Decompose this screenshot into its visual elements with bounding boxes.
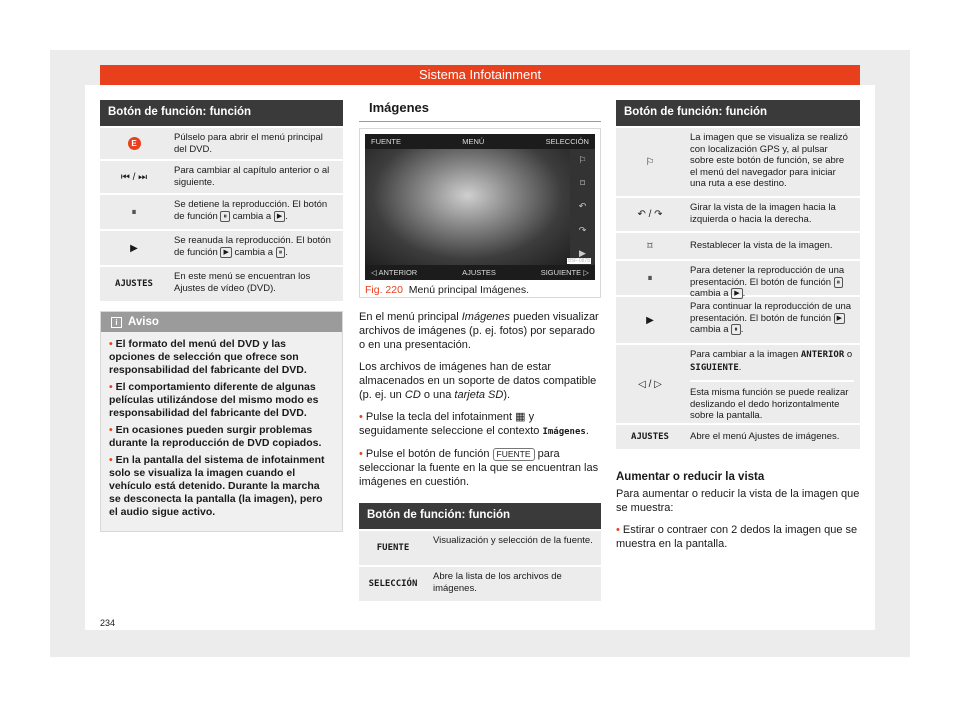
pause-button-icon: ⏸ [731, 324, 741, 335]
play-icon: ▶ [579, 247, 586, 258]
table-row [616, 423, 860, 449]
anterior-softkey: ◁ ANTERIOR [371, 268, 418, 277]
bullet-step: • Estirar o contraer con 2 dedos la imagen que se muestra en la pantalla. [616, 524, 858, 550]
table-row [100, 229, 343, 265]
screen-top-bar [365, 134, 595, 149]
paragraph: En el menú principal Imágenes pueden visualizar archivos de imágenes (p. ej. fotos) por separado o en una presentación. [359, 311, 599, 351]
ajustes-softkey: AJUSTES [462, 268, 496, 277]
aviso-heading: i Aviso [101, 312, 342, 332]
pause-icon: ⏸ [131, 206, 137, 218]
aviso-item: • En la pantalla del sistema de infotainment solo se visualiza la imagen cuando el vehículo está detenido. Durante la marcha se desconecta la pantalla (la imagen), pero el audio sigue activo. [109, 454, 325, 518]
paragraph: Los archivos de imágenes han de estar almacenados en un soporte de datos compatible (p. ej. un CD o una tarjeta SD). [359, 361, 597, 401]
fuente-button: FUENTE [493, 448, 535, 461]
ajustes-key: AJUSTES [115, 279, 153, 289]
row-text: Girar la vista de la imagen hacia la izquierda o hacia la derecha. [690, 202, 836, 225]
rotate-right-icon: ↷ [578, 224, 587, 235]
rotate-left-icon: ↶ [578, 201, 587, 212]
table-row [100, 159, 343, 193]
play-button-icon: ▶ [834, 313, 845, 324]
row-text: Para continuar la reproducción de una presentación. El botón de función ▶ cambia a ⏸ . [690, 301, 852, 336]
page-number: 234 [100, 618, 116, 628]
zoom-heading: Aumentar o reducir la vista [616, 471, 765, 483]
table-row [616, 295, 860, 343]
flag-icon: ⚐ [578, 155, 587, 166]
infotainment-screen [365, 134, 595, 280]
cathedral-image [365, 149, 570, 265]
reset-view-icon: ⌑ [580, 178, 585, 189]
row-text: Se detiene la reproducción. El botón de función ⏸ cambia a ▶ . [174, 199, 328, 222]
flag-icon: ⚐ [645, 156, 655, 168]
table-row [616, 259, 860, 300]
table-row [100, 265, 343, 301]
middle-column [359, 100, 601, 601]
paragraph: Para aumentar o reducir la vista de la imagen que se muestra: [616, 488, 860, 514]
pause-button-icon: ⏸ [276, 247, 286, 258]
row-text: Púlselo para abrir el menú principal del DVD. [174, 132, 323, 155]
table-row [616, 231, 860, 259]
aviso-item: • El comportamiento diferente de algunas películas utilizándose del mismo modo es responsabilidad del fabricante del DVD. [109, 381, 319, 419]
prev-next-chapter-icon: ⏮ / ⏭ [120, 171, 148, 183]
rotate-icon: ↶ / ↷ [637, 209, 663, 220]
row-text: En este menú se encuentran los Ajustes de vídeo (DVD). [174, 271, 311, 294]
play-button-icon: ▶ [274, 211, 285, 222]
mid-table-heading: Botón de función: función [359, 503, 601, 529]
row-text: Se reanuda la reproducción. El botón de función ▶ cambia a ⏸ . [174, 235, 331, 258]
play-icon: ▶ [646, 314, 654, 326]
info-icon: i [111, 317, 122, 328]
table-row [100, 193, 343, 229]
aviso-box [100, 311, 343, 532]
menu-softkey: MENÚ [462, 137, 485, 146]
play-button-icon: ▶ [220, 247, 231, 258]
prev-next-icon: ◁ / ▷ [638, 378, 662, 390]
figure-code: B5F-0878 [568, 258, 590, 264]
play-icon: ▶ [130, 242, 138, 254]
media-key-icon: ▦ [515, 411, 526, 423]
section-title: Imágenes [359, 100, 601, 122]
row-text: Restablecer la vista de la imagen. [690, 240, 833, 252]
row-text: Para detener la reproducción de una presentación. El botón de función ⏸ cambia a ▶ . [690, 265, 845, 300]
table-row [359, 529, 601, 565]
play-button-icon: ▶ [731, 288, 742, 299]
pause-icon: ⏸ [647, 272, 653, 284]
pause-button-icon: ⏸ [220, 211, 230, 222]
table-row [359, 565, 601, 601]
seleccion-key: SELECCIÓN [368, 579, 418, 589]
fuente-key: FUENTE [376, 543, 410, 553]
row-text: Para cambiar a la imagen ANTERIOR o SIGUIENTE. Esta misma función se puede realizar deslizando el dedo horizontalmente sobre la pantalla. [690, 349, 853, 421]
row-text: Visualización y selección de la fuente. [433, 535, 593, 546]
reset-view-icon: ⌑ [647, 240, 653, 252]
aviso-item: • El formato del menú del DVD y las opciones de selección que ofrece son responsabilidad del fabricante del DVD. [109, 338, 307, 376]
seleccion-softkey: SELECCIÓN [545, 137, 589, 146]
pause-button-icon: ⏸ [834, 277, 844, 288]
table-row [616, 126, 860, 196]
row-text: La imagen que se visualiza se realizó con localización GPS y, al pulsar sobre este botón de función, se abre el menú del navegador para iniciar una ruta a ese destino. [690, 132, 848, 189]
mid-table [359, 503, 601, 601]
dvd-menu-icon: E [100, 128, 168, 159]
fuente-softkey: FUENTE [371, 137, 401, 146]
row-text: Abre el menú Ajustes de imágenes. [690, 431, 840, 443]
screen-bottom-bar [365, 265, 595, 280]
left-table-heading: Botón de función: función [100, 100, 343, 126]
left-column [100, 100, 343, 532]
row-text: Para cambiar al capítulo anterior o al siguiente. [174, 165, 330, 188]
right-column [616, 100, 860, 551]
row-text: Abre la lista de los archivos de imágenes. [433, 571, 562, 594]
figure-220 [359, 128, 601, 298]
screen-side-bar [570, 149, 595, 265]
bullet-step: • Pulse la tecla del infotainment ▦ y seguidamente seleccione el contexto Imágenes. [359, 411, 589, 437]
table-row [616, 196, 860, 231]
ajustes-key: AJUSTES [631, 432, 669, 442]
bullet-step: • Pulse el botón de función FUENTE para seleccionar la fuente en la que se encuentran las imágenes en cuestión. [359, 448, 599, 488]
right-table-heading: Botón de función: función [616, 100, 860, 126]
siguiente-softkey: SIGUIENTE ▷ [540, 268, 589, 277]
aviso-body [101, 332, 342, 531]
figure-caption: Fig. 220 Menú principal Imágenes. [365, 284, 530, 296]
table-row [100, 126, 343, 159]
aviso-item: • En ocasiones pueden surgir problemas durante la reproducción de DVD copiados. [109, 424, 322, 449]
page-header: Sistema Infotainment [100, 65, 860, 85]
table-row [616, 343, 860, 423]
